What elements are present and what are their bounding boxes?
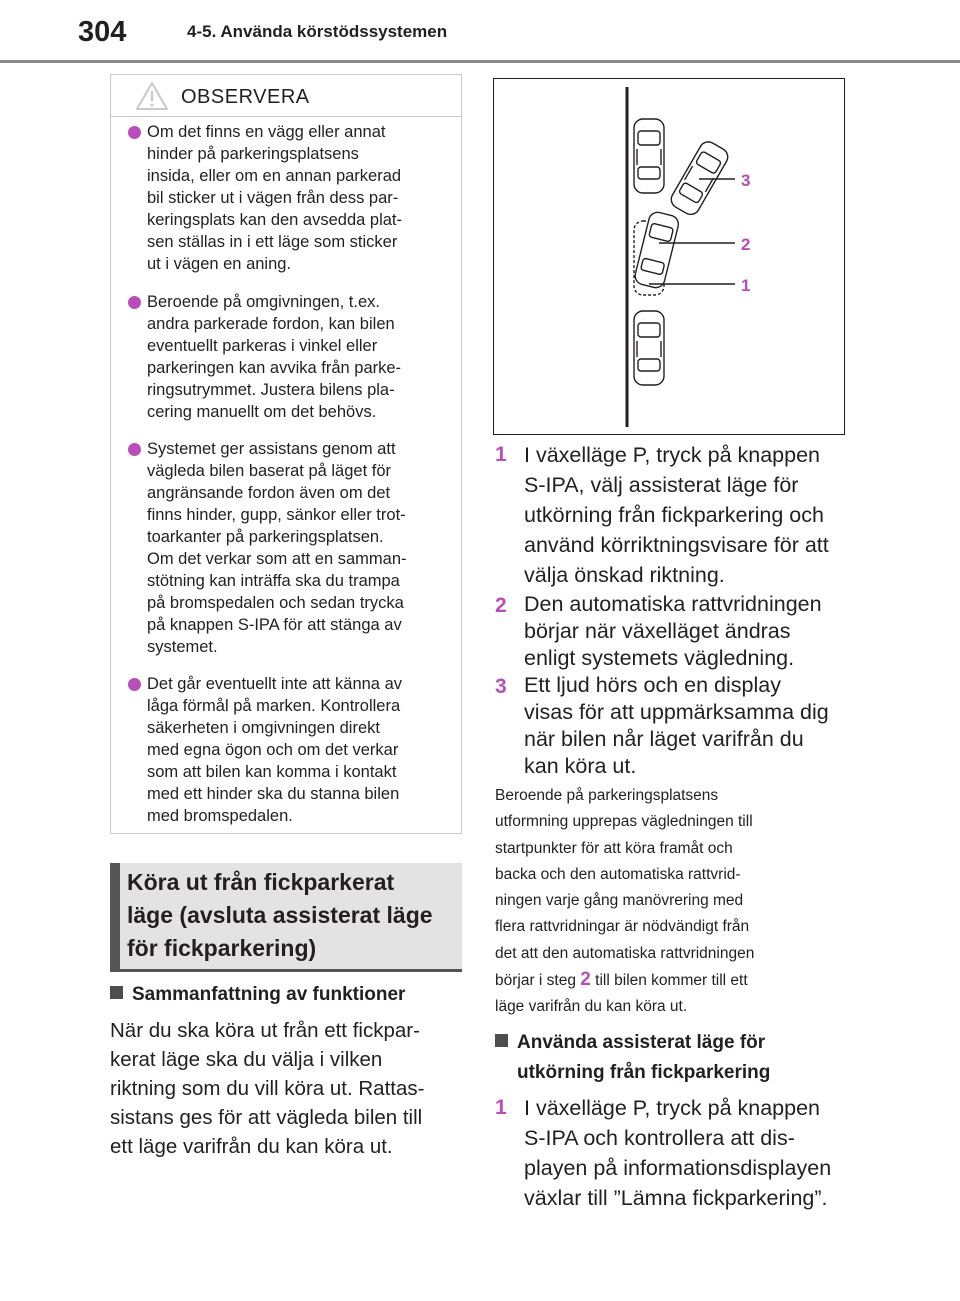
step-number: 1 (495, 1096, 507, 1119)
car-position-3-icon (668, 139, 731, 218)
use-subhead-line2: utkörning från fickparkering (517, 1062, 771, 1083)
step-number: 1 (495, 443, 507, 466)
use-subhead (495, 1028, 765, 1058)
diagram-label-1: 1 (741, 276, 751, 295)
summary-subhead (110, 980, 405, 1010)
caution-bullet (129, 121, 449, 275)
parking-diagram (493, 78, 845, 435)
heading-accent-bar (110, 863, 120, 969)
page-number: 304 (78, 16, 127, 48)
caution-bullet (129, 438, 449, 658)
parked-car-icon (634, 119, 664, 193)
section-title: 4-5. Använda körstödssystemen (187, 22, 448, 41)
note-text: till bilen kommer till ett läge varifrån du kan köra ut. (495, 972, 748, 1016)
step-text: Den automatiska rattvridningen börjar när växelläget ändras enligt systemets vägledning. (524, 592, 822, 670)
step-text: Ett ljud hörs och en display visas för att uppmärksamma dig när bilen når läget varifrån du kan köra ut. (524, 673, 829, 778)
bullet-dot-icon (128, 126, 141, 139)
caution-bullet (129, 673, 449, 827)
caution-bullet-text: Om det finns en vägg eller annat hinder på parkeringsplatsens insida, eller om en annan parkerad bil sticker ut i vägen från dess par- keringsplats kan den avsedda plat- sen ställas in i ett läge som sticker ut i vägen en aning. (147, 123, 402, 273)
square-bullet-icon (110, 986, 123, 999)
section-heading: Köra ut från fickparkerat läge (avsluta assisterat läge för fickparkering) (127, 869, 433, 961)
caution-bullet-text: Systemet ger assistans genom att vägleda bilen baserat på läget för angränsande fordon även om det finns hinder, gupp, sänkor eller trot- toarkanter på parkeringsplatsen. Om det verkar som att en samman- stötning kan inträffa ska du trampa på bromspedalen och sedan trycka på knappen S-IPA för att stänga av systemet. (147, 440, 407, 656)
summary-text: När du ska köra ut från ett fickpar- kerat läge ska du välja i vilken riktning som du vill köra ut. Rattas- sistans ges för att vägleda bilen till ett läge varifrån du kan köra ut. (110, 1019, 425, 1158)
step-text: I växelläge P, tryck på knappen S-IPA, välj assisterat läge för utkörning från fickparkering och använd körriktningsvisare för att välja önskad riktning. (524, 443, 829, 587)
caution-title: OBSERVERA (181, 86, 310, 108)
parking-illustration (494, 79, 843, 433)
parked-car-icon (634, 311, 664, 385)
use-subhead-text: Använda assisterat läge för (517, 1032, 766, 1053)
caution-bullet (129, 291, 449, 423)
note-text: Beroende på parkeringsplatsens utformning upprepas vägledningen till startpunkter för att köra framåt och backa och den automatiska rattvrid- ningen varje gång manövrering med flera rattvridningar är nödvändigt från det att den automatiska rattvridningen börjar i steg (495, 787, 755, 990)
caution-bullet-text: Beroende på omgivningen, t.ex. andra parkerade fordon, kan bilen eventuellt parkeras i vinkel eller parkeringen kan avvika från parke- ringsutrymmet. Justera bilens pla- cering manuellt om det behövs. (147, 293, 402, 421)
header-divider (0, 60, 960, 63)
step-reference: 2 (580, 969, 591, 991)
step-number: 2 (495, 594, 507, 617)
caution-box (110, 74, 462, 834)
bullet-dot-icon (128, 443, 141, 456)
diagram-label-3: 3 (741, 171, 751, 190)
use-step (495, 1093, 855, 1223)
note-paragraph (495, 783, 855, 1021)
diagram-label-2: 2 (741, 235, 751, 254)
section-heading-box (110, 863, 462, 969)
bullet-dot-icon (128, 296, 141, 309)
warning-triangle-icon (135, 81, 169, 111)
caution-bullet-text: Det går eventuellt inte att känna av låga förmål på marken. Kontrollera säkerheten i omgivningen direkt med egna ögon och om det verkar som att bilen kan komma i kontakt med ett hinder ska du stanna bilen med bromspedalen. (147, 675, 402, 825)
step-text: I växelläge P, tryck på knappen S-IPA och kontrollera att dis- playen på informationsdisplayen växlar till ”Lämna fickparkering”. (524, 1096, 832, 1210)
step-number: 3 (495, 675, 507, 698)
caution-header (111, 75, 461, 117)
steps-list (495, 440, 855, 785)
square-bullet-icon (495, 1034, 508, 1047)
heading-underline (110, 969, 462, 972)
bullet-dot-icon (128, 678, 141, 691)
summary-subhead-text: Sammanfattning av funktioner (132, 984, 406, 1005)
